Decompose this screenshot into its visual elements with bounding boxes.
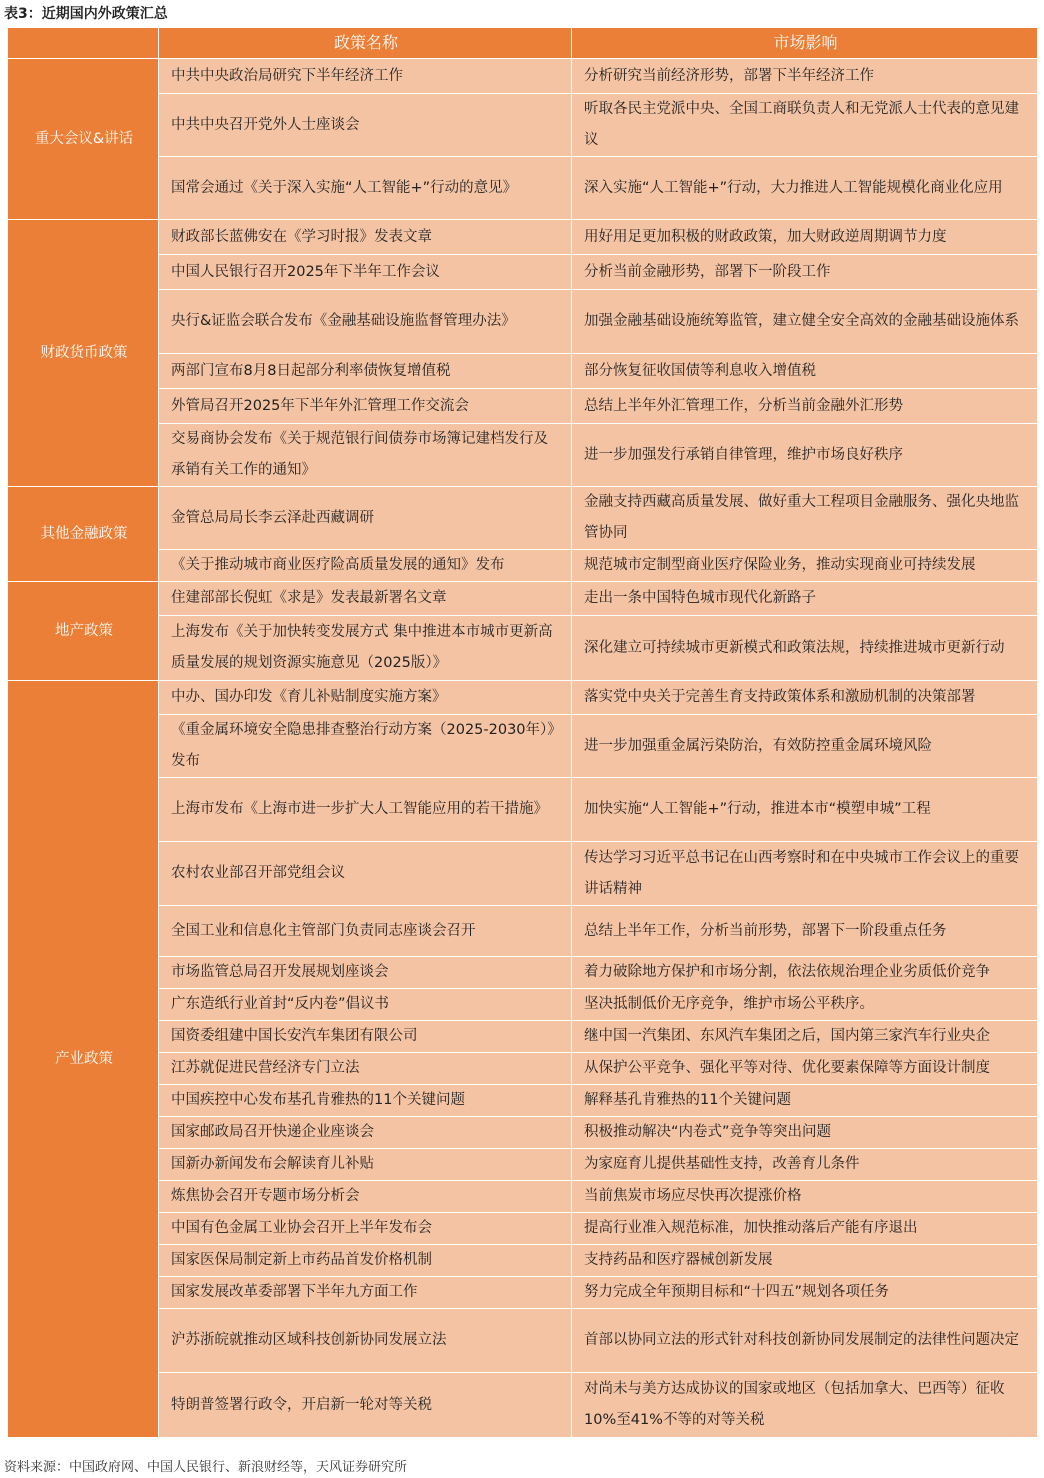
table-row: [8, 354, 1038, 389]
market-impact-cell: 积极推动解决“内卷式”竞争等突出问题: [572, 1117, 1038, 1149]
market-impact-cell: 首部以协同立法的形式针对科技创新协同发展制定的法律性问题决定: [572, 1309, 1038, 1373]
table-row: [8, 255, 1038, 290]
market-impact-cell: 走出一条中国特色城市现代化新路子: [572, 582, 1038, 616]
market-impact-cell: 总结上半年外汇管理工作，分析当前金融外汇形势: [572, 389, 1038, 424]
policy-name-cell: 金管总局局长李云泽赴西藏调研: [159, 487, 572, 550]
table-row: [8, 1085, 1038, 1117]
category-cell: 财政货币政策: [8, 220, 159, 487]
policy-name-cell: 财政部长蓝佛安在《学习时报》发表文章: [159, 220, 572, 255]
table-row: [8, 1149, 1038, 1181]
policy-name-cell: 国资委组建中国长安汽车集团有限公司: [159, 1021, 572, 1053]
policy-name-cell: 国家邮政局召开快递企业座谈会: [159, 1117, 572, 1149]
market-impact-cell: 加快实施“人工智能+”行动，推进本市“模塑申城”工程: [572, 778, 1038, 842]
policy-name-cell: 特朗普签署行政令，开启新一轮对等关税: [159, 1373, 572, 1438]
table-row: [8, 389, 1038, 424]
policy-name-cell: 国家医保局制定新上市药品首发价格机制: [159, 1245, 572, 1277]
market-impact-cell: 当前焦炭市场应尽快再次提涨价格: [572, 1181, 1038, 1213]
market-impact-cell: 分析当前金融形势，部署下一阶段工作: [572, 255, 1038, 290]
table-row: [8, 1245, 1038, 1277]
table-row: [8, 1181, 1038, 1213]
source-note: 资料来源：中国政府网、中国人民银行、新浪财经等，天风证券研究所: [4, 1460, 408, 1475]
table-row: [8, 220, 1038, 255]
header-market-impact: 市场影响: [572, 28, 1038, 59]
market-impact-cell: 金融支持西藏高质量发展、做好重大工程项目金融服务、强化央地监管协同: [572, 487, 1038, 550]
market-impact-cell: 听取各民主党派中央、全国工商联负责人和无党派人士代表的意见建议: [572, 94, 1038, 157]
policy-name-cell: 沪苏浙皖就推动区域科技创新协同发展立法: [159, 1309, 572, 1373]
table-row: [8, 550, 1038, 582]
table-row: [8, 157, 1038, 220]
market-impact-cell: 落实党中央关于完善生育支持政策体系和激励机制的决策部署: [572, 681, 1038, 715]
policy-name-cell: 中国有色金属工业协会召开上半年发布会: [159, 1213, 572, 1245]
table-row: [8, 842, 1038, 906]
table-row: [8, 1309, 1038, 1373]
policy-name-cell: 广东造纸行业首封“反内卷”倡议书: [159, 989, 572, 1021]
policy-name-cell: 市场监管总局召开发展规划座谈会: [159, 957, 572, 989]
table-row: [8, 989, 1038, 1021]
market-impact-cell: 解释基孔肯雅热的11个关键问题: [572, 1085, 1038, 1117]
table-caption: 表3：近期国内外政策汇总: [4, 6, 168, 22]
policy-name-cell: 全国工业和信息化主管部门负责同志座谈会召开: [159, 906, 572, 957]
policy-name-cell: 《关于推动城市商业医疗险高质量发展的通知》发布: [159, 550, 572, 582]
table-body: [8, 59, 1038, 1438]
category-cell: 重大会议&讲话: [8, 59, 159, 220]
table-header-row: [8, 28, 1038, 59]
policy-name-cell: 交易商协会发布《关于规范银行间债券市场簿记建档发行及承销有关工作的通知》: [159, 424, 572, 487]
table-row: [8, 582, 1038, 616]
table-row: [8, 59, 1038, 94]
policy-name-cell: 中共中央政治局研究下半年经济工作: [159, 59, 572, 94]
category-cell: 其他金融政策: [8, 487, 159, 582]
market-impact-cell: 用好用足更加积极的财政政策，加大财政逆周期调节力度: [572, 220, 1038, 255]
policy-name-cell: 国常会通过《关于深入实施“人工智能+”行动的意见》: [159, 157, 572, 220]
policy-name-cell: 《重金属环境安全隐患排查整治行动方案（2025-2030年）》发布: [159, 715, 572, 778]
table-row: [8, 616, 1038, 681]
policy-name-cell: 上海市发布《上海市进一步扩大人工智能应用的若干措施》: [159, 778, 572, 842]
market-impact-cell: 进一步加强发行承销自律管理，维护市场良好秩序: [572, 424, 1038, 487]
policy-name-cell: 中国人民银行召开2025年下半年工作会议: [159, 255, 572, 290]
header-policy-name: 政策名称: [159, 28, 572, 59]
market-impact-cell: 为家庭育儿提供基础性支持，改善育儿条件: [572, 1149, 1038, 1181]
market-impact-cell: 加强金融基础设施统筹监管，建立健全安全高效的金融基础设施体系: [572, 290, 1038, 354]
table-row: [8, 778, 1038, 842]
table-row: [8, 1373, 1038, 1438]
policy-name-cell: 外管局召开2025年下半年外汇管理工作交流会: [159, 389, 572, 424]
policy-name-cell: 中办、国办印发《育儿补贴制度实施方案》: [159, 681, 572, 715]
table-row: [8, 290, 1038, 354]
policy-name-cell: 住建部部长倪虹《求是》发表最新署名文章: [159, 582, 572, 616]
market-impact-cell: 继中国一汽集团、东风汽车集团之后，国内第三家汽车行业央企: [572, 1021, 1038, 1053]
policy-name-cell: 炼焦协会召开专题市场分析会: [159, 1181, 572, 1213]
table-row: [8, 957, 1038, 989]
policy-name-cell: 上海发布《关于加快转变发展方式 集中推进本市城市更新高质量发展的规划资源实施意见（2025版）》: [159, 616, 572, 681]
category-cell: 产业政策: [8, 681, 159, 1438]
market-impact-cell: 着力破除地方保护和市场分割，依法依规治理企业劣质低价竞争: [572, 957, 1038, 989]
table-row: [8, 487, 1038, 550]
market-impact-cell: 从保护公平竞争、强化平等对待、优化要素保障等方面设计制度: [572, 1053, 1038, 1085]
category-cell: 地产政策: [8, 582, 159, 681]
table-row: [8, 906, 1038, 957]
table-row: [8, 681, 1038, 715]
policy-name-cell: 中国疾控中心发布基孔肯雅热的11个关键问题: [159, 1085, 572, 1117]
header-category: [8, 28, 159, 59]
market-impact-cell: 分析研究当前经济形势，部署下半年经济工作: [572, 59, 1038, 94]
table-row: [8, 1277, 1038, 1309]
policy-name-cell: 两部门宣布8月8日起部分利率债恢复增值税: [159, 354, 572, 389]
policy-summary-table: [7, 27, 1038, 1438]
market-impact-cell: 坚决抵制低价无序竞争，维护市场公平秩序。: [572, 989, 1038, 1021]
market-impact-cell: 深入实施“人工智能+”行动，大力推进人工智能规模化商业化应用: [572, 157, 1038, 220]
market-impact-cell: 提高行业准入规范标准，加快推动落后产能有序退出: [572, 1213, 1038, 1245]
policy-name-cell: 国新办新闻发布会解读育儿补贴: [159, 1149, 572, 1181]
market-impact-cell: 总结上半年工作，分析当前形势，部署下一阶段重点任务: [572, 906, 1038, 957]
market-impact-cell: 深化建立可持续城市更新模式和政策法规，持续推进城市更新行动: [572, 616, 1038, 681]
policy-name-cell: 农村农业部召开部党组会议: [159, 842, 572, 906]
market-impact-cell: 传达学习习近平总书记在山西考察时和在中央城市工作会议上的重要讲话精神: [572, 842, 1038, 906]
market-impact-cell: 部分恢复征收国债等利息收入增值税: [572, 354, 1038, 389]
policy-name-cell: 国家发展改革委部署下半年九方面工作: [159, 1277, 572, 1309]
market-impact-cell: 努力完成全年预期目标和“十四五”规划各项任务: [572, 1277, 1038, 1309]
market-impact-cell: 进一步加强重金属污染防治，有效防控重金属环境风险: [572, 715, 1038, 778]
table-row: [8, 1213, 1038, 1245]
table-row: [8, 94, 1038, 157]
market-impact-cell: 规范城市定制型商业医疗保险业务，推动实现商业可持续发展: [572, 550, 1038, 582]
table-row: [8, 1021, 1038, 1053]
table-row: [8, 1117, 1038, 1149]
policy-name-cell: 央行&证监会联合发布《金融基础设施监督管理办法》: [159, 290, 572, 354]
policy-name-cell: 江苏就促进民营经济专门立法: [159, 1053, 572, 1085]
market-impact-cell: 对尚未与美方达成协议的国家或地区（包括加拿大、巴西等）征收10%至41%不等的对等关税: [572, 1373, 1038, 1438]
market-impact-cell: 支持药品和医疗器械创新发展: [572, 1245, 1038, 1277]
policy-name-cell: 中共中央召开党外人士座谈会: [159, 94, 572, 157]
table-row: [8, 1053, 1038, 1085]
table-row: [8, 424, 1038, 487]
table-row: [8, 715, 1038, 778]
